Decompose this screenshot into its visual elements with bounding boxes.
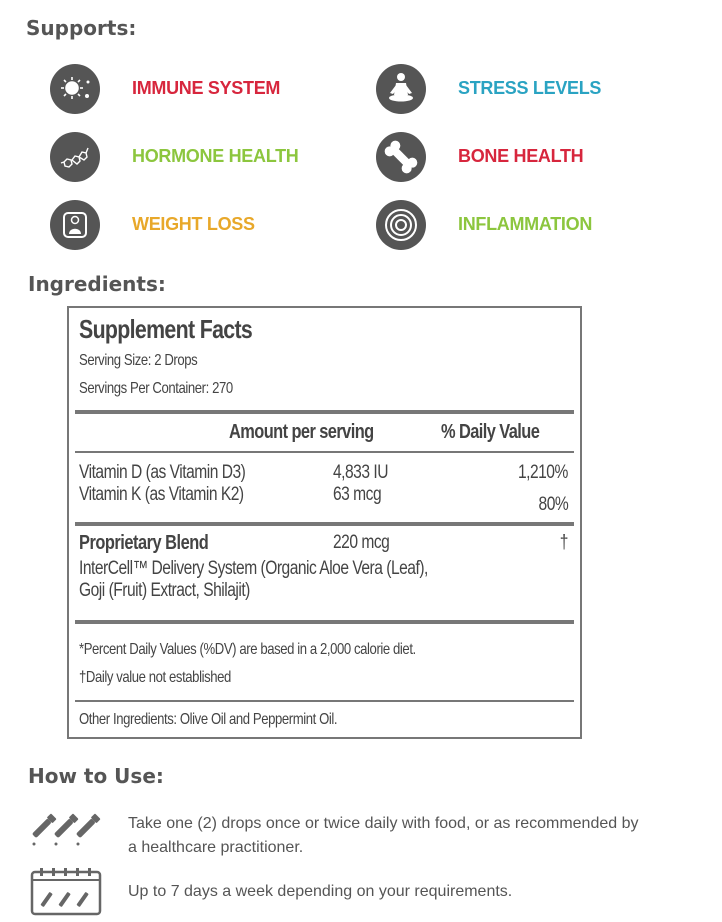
support-weight-loss [50,200,370,250]
nutrient-dv: 1,210% [518,462,568,483]
ingredients-heading: Ingredients: [28,272,166,296]
support-bone-health [376,132,696,182]
howto-line-1a: Take one (2) drops once or twice daily with food, or as recommended by [128,815,639,832]
other-ingredients: Other Ingredients: Olive Oil and Peppermint Oil. [79,711,338,728]
support-stress-levels [376,64,696,114]
support-hormone-health [50,132,370,182]
divider [75,451,574,453]
calendar-droppers-icon [30,866,102,916]
support-label: IMMUNE SYSTEM [132,78,281,98]
support-label: HORMONE HEALTH [132,146,299,166]
support-label: INFLAMMATION [458,214,593,234]
servings-per-container: Servings Per Container: 270 [79,380,233,397]
divider-thick [75,410,574,414]
scale-icon [50,200,100,250]
support-label: STRESS LEVELS [458,78,602,98]
blend-description: InterCell™ Delivery System (Organic Aloe Vera (Leaf), [79,558,428,579]
supplement-facts-panel [67,306,582,739]
target-rings-icon [376,200,426,250]
divider-thick [75,620,574,624]
footnote-percent-dv: *Percent Daily Values (%DV) are based in a 2,000 calorie diet. [79,641,416,658]
column-daily-value: % Daily Value [441,421,540,443]
facts-title: Supplement Facts [79,314,253,344]
blend-description: Goji (Fruit) Extract, Shilajit) [79,580,250,601]
bone-icon [376,132,426,182]
nutrient-name: Vitamin D (as Vitamin D3) [79,462,246,483]
droppers-icon [28,806,102,846]
blend-dv: † [559,532,568,553]
molecule-icon [50,132,100,182]
support-immune-system [50,64,370,114]
nutrient-amount: 63 mcg [333,484,382,505]
howto-line-2: Up to 7 days a week depending on your requirements. [128,883,513,900]
footnote-dagger: †Daily value not established [79,669,231,686]
howto-heading: How to Use: [28,764,164,788]
divider-thick [75,522,574,526]
blend-amount: 220 mcg [333,532,390,553]
support-inflammation [376,200,696,250]
blend-name: Proprietary Blend [79,532,209,554]
nutrient-amount: 4,833 IU [333,462,388,483]
meditation-icon [376,64,426,114]
support-label: WEIGHT LOSS [132,214,255,234]
support-label: BONE HEALTH [458,146,584,166]
supports-heading: Supports: [26,16,137,40]
divider [75,700,574,702]
immune-system-icon [50,64,100,114]
howto-line-1b: a healthcare practitioner. [128,839,304,856]
nutrient-name: Vitamin K (as Vitamin K2) [79,484,244,505]
nutrient-dv: 80% [538,494,568,515]
column-amount-per-serving: Amount per serving [229,421,374,443]
serving-size: Serving Size: 2 Drops [79,352,198,369]
